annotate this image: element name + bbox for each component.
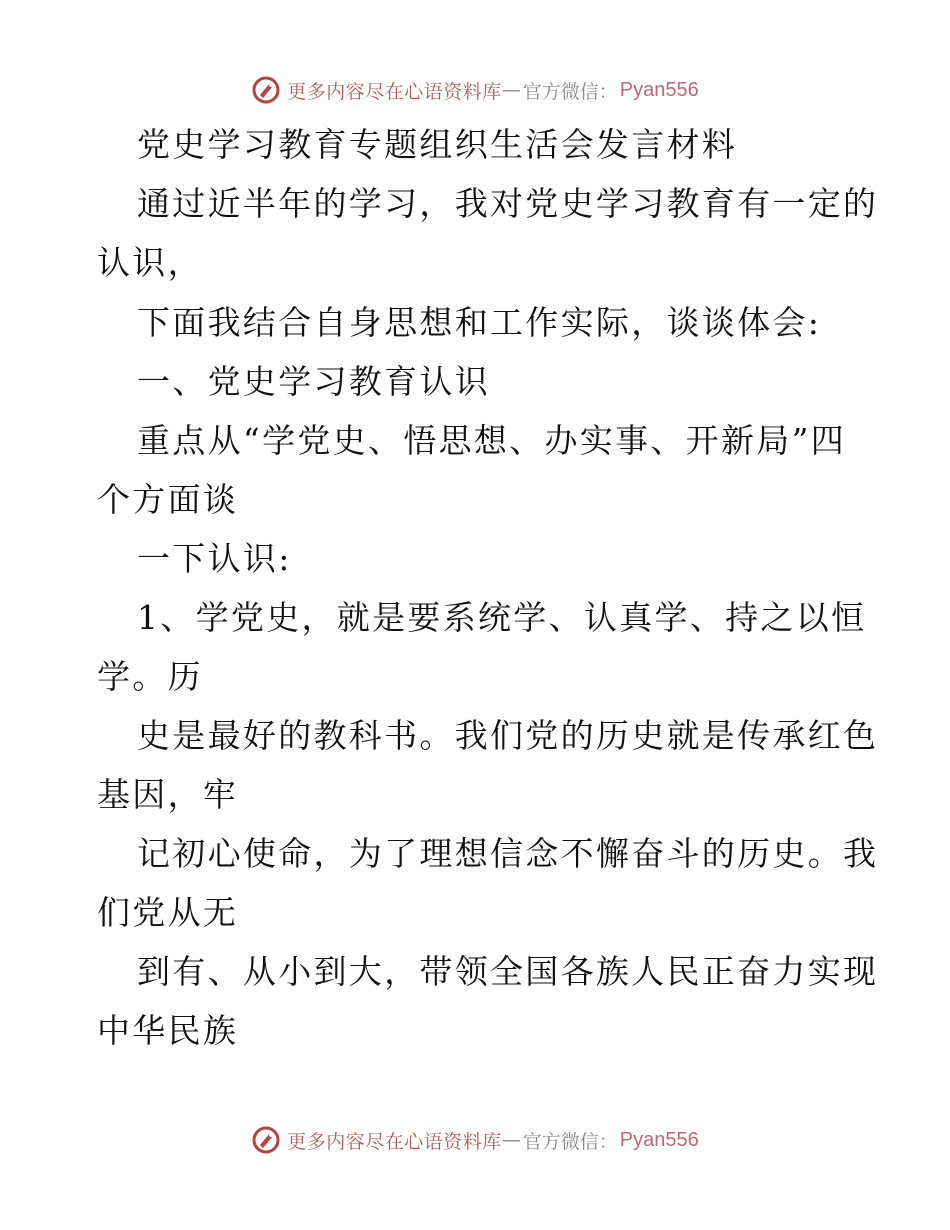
pen-nib-logo-icon [251,1125,281,1155]
doc-line: 个方面谈 [97,480,239,519]
doc-line: 下面我结合自身思想和工作实际，谈谈体会: [137,303,822,342]
doc-line: 1、学党史，就是要系统学、认真学、持之以恒 [137,598,867,637]
banner-separator: — [501,1129,521,1151]
banner-wechat-id: Pyan556 [619,78,699,101]
doc-line: 一下认识: [137,539,292,578]
doc-line: 记初心使命，为了理想信念不懈奋斗的历史。我 [137,834,879,873]
banner-text: 更多内容尽在心语资料库 [287,80,502,103]
doc-line: 中华民族 [97,1011,239,1050]
doc-section-heading: 一、党史学习教育认识 [137,362,490,401]
header-banner [0,70,950,110]
doc-line: 通过近半年的学习，我对党史学习教育有一定的 [137,184,879,223]
banner-wechat-id: Pyan556 [619,1128,699,1151]
doc-line: 重点从“学党史、悟思想、办实事、开新局”四 [137,421,847,460]
doc-line: 到有、从小到大，带领全国各族人民正奋力实现 [137,952,879,991]
footer-banner [0,1120,950,1160]
doc-line: 们党从无 [97,893,239,932]
doc-line: 认识， [97,243,203,282]
banner-wechat-label: 官方微信： [522,1130,618,1153]
pen-nib-logo-icon [251,75,281,105]
doc-line: 学。历 [97,657,203,696]
doc-title: 党史学习教育专题组织生活会发言材料 [137,125,738,164]
doc-line: 基因，牢 [97,775,239,814]
banner-text: 更多内容尽在心语资料库 [287,1130,502,1153]
banner-separator: — [501,79,521,101]
doc-line: 史是最好的教科书。我们党的历史就是传承红色 [137,716,879,755]
banner-wechat-label: 官方微信： [522,80,618,103]
